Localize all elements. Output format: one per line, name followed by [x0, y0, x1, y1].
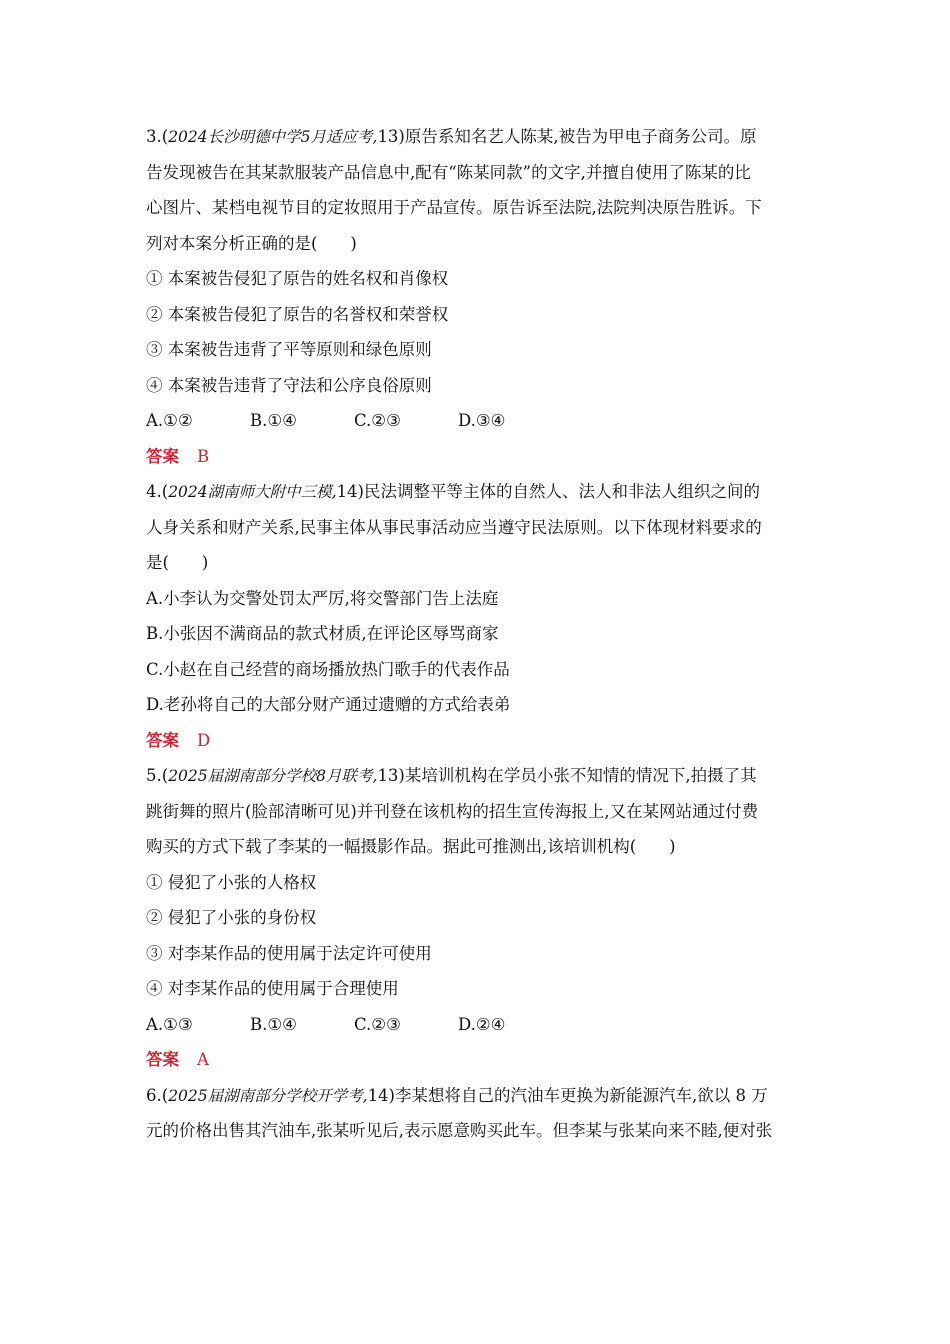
q4-option-a: A.小李认为交警处罚太严厉,将交警部门告上法庭	[146, 588, 499, 608]
q3-statement-3: ③ 本案被告违背了平等原则和绿色原则	[146, 340, 432, 359]
q3-source: 2024长沙明德中学5月适应考,	[168, 128, 378, 146]
q3-statement-2: ② 本案被告侵犯了原告的名誉权和荣誉权	[146, 304, 449, 324]
answer-value: D	[197, 730, 211, 750]
q4-option-d: D.老孙将自己的大部分财产通过遗赠的方式给表弟	[146, 695, 511, 714]
q4-option-b: B.小张因不满商品的款式材质,在评论区辱骂商家	[146, 624, 499, 643]
q5-stem-line-1: 5.(2025届湖南部分学校8月联考,13)某培训机构在学员小张不知情的情况下,拍摄了其	[146, 766, 757, 785]
q3-stem-line-3: 心图片、某档电视节目的定妆照用于产品宣传。原告诉至法院,法院判决原告胜诉。下	[146, 198, 762, 217]
q5-stem-line-2: 跳街舞的照片(脸部清晰可见)并刊登在该机构的招生宣传海报上,又在某网站通过付费	[146, 801, 759, 821]
q3-answer	[146, 438, 810, 474]
answer-label: 答案	[146, 446, 179, 466]
q3-stem-line-1: 3.(2024长沙明德中学5月适应考,13)原告系知名艺人陈某,被告为甲电子商务公司。原	[146, 127, 757, 146]
q3-statement-1: ① 本案被告侵犯了原告的姓名权和肖像权	[146, 269, 449, 288]
q5-choice-b: B.①④	[250, 1014, 297, 1034]
q5-stem-line-3: 购买的方式下载了李某的一幅摄影作品。据此可推测出,该培训机构( )	[146, 837, 676, 856]
question-list	[146, 118, 810, 1148]
q3-stem-line-2: 告发现被告在其某款服装产品信息中,配有“陈某同款”的文字,并擅自使用了陈某的比	[146, 162, 751, 182]
q5-source: 2025届湖南部分学校8月联考,	[168, 767, 378, 785]
q5-choice-d: D.②④	[458, 1014, 506, 1034]
q5-choices	[146, 1006, 810, 1042]
q5-choice-a: A.①③	[146, 1014, 193, 1034]
q6-stem-line-2: 元的价格出售其汽油车,张某听见后,表示愿意购买此车。但李某与张某向来不睦,便对张	[146, 1121, 773, 1140]
answer-label: 答案	[146, 730, 179, 750]
q5-statement-1: ① 侵犯了小张的人格权	[146, 872, 317, 892]
q3-choice-a: A.①②	[146, 411, 193, 430]
q3-statement-4: ④ 本案被告违背了守法和公序良俗原则	[146, 375, 432, 395]
q3-choice-b: B.①④	[250, 411, 297, 430]
answer-value: A	[197, 1050, 209, 1069]
q4-stem-line-3: 是( )	[146, 553, 209, 572]
q4-option-c: C.小赵在自己经营的商场播放热门歌手的代表作品	[146, 659, 510, 679]
q4-stem-line-1: 4.(2024湖南师大附中三模,14)民法调整平等主体的自然人、法人和非法人组织之间的	[146, 482, 760, 501]
q3-choice-c: C.②③	[354, 411, 401, 430]
q3-choice-d: D.③④	[458, 411, 506, 430]
q4-source: 2024湖南师大附中三模,	[168, 483, 337, 501]
q5-statement-4: ④ 对李某作品的使用属于合理使用	[146, 979, 399, 998]
q5-statement-3: ③ 对李某作品的使用属于法定许可使用	[146, 943, 432, 963]
q6-stem-line-1: 6.(2025届湖南部分学校开学考,14)李某想将自己的汽油车更换为新能源汽车,欲以 8 万	[146, 1085, 768, 1105]
q5-answer	[146, 1041, 810, 1077]
q6-source: 2025届湖南部分学校开学考,	[168, 1086, 368, 1105]
answer-label: 答案	[146, 1050, 179, 1069]
q5-choice-c: C.②③	[354, 1014, 401, 1034]
q5-statement-2: ② 侵犯了小张的身份权	[146, 908, 317, 927]
q4-answer	[146, 722, 810, 758]
answer-value: B	[197, 446, 210, 466]
q4-stem-line-2: 人身关系和财产关系,民事主体从事民事活动应当遵守民法原则。以下体现材料要求的	[146, 517, 762, 537]
q3-choices	[146, 402, 810, 438]
q3-stem-line-4: 列对本案分析正确的是( )	[146, 233, 357, 253]
